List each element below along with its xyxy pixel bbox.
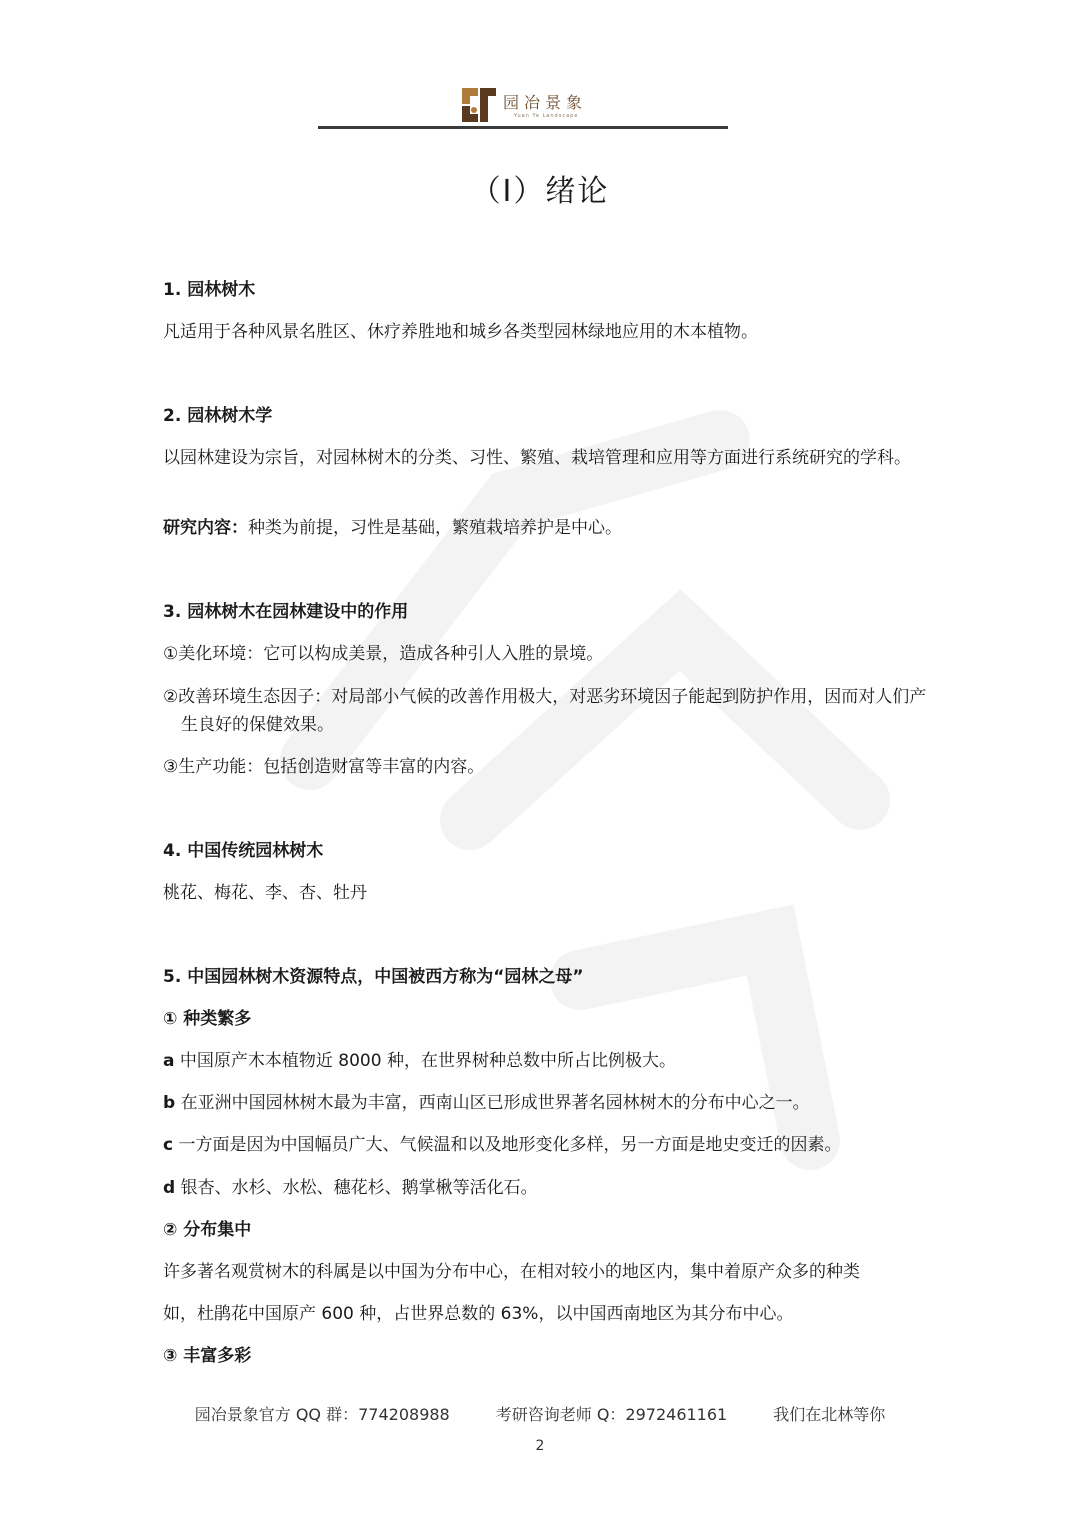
watermark xyxy=(250,380,1010,1200)
list-item: a 中国原产木本植物近 8000 种，在世界树种总数中所占比例极大。 xyxy=(163,1051,676,1071)
footer-slogan: 我们在北林等你 xyxy=(773,1405,886,1424)
subheading: ③ 丰富多彩 xyxy=(163,1346,252,1366)
page-number: 2 xyxy=(535,1438,545,1454)
paragraph: 以园林建设为宗旨，对园林树木的分类、习性、繁殖、栽培管理和应用等方面进行系统研究的学科。 xyxy=(163,448,911,468)
paragraph: 许多著名观赏树木的科属是以中国为分布中心，在相对较小的地区内，集中着原产众多的种类 xyxy=(163,1262,860,1282)
list-item: ③生产功能：包括创造财富等丰富的内容。 xyxy=(163,757,485,777)
section-heading-5: 5. 中国园林树木资源特点，中国被西方称为“园林之母” xyxy=(163,967,584,987)
subheading: ① 种类繁多 xyxy=(163,1009,252,1029)
header-rule xyxy=(318,126,728,129)
footer-qq-group: 园冶景象官方 QQ 群：774208988 xyxy=(194,1405,450,1424)
page-footer xyxy=(0,1402,1080,1425)
section-heading-2: 2. 园林树木学 xyxy=(163,406,273,426)
section-heading-1: 1. 园林树木 xyxy=(163,280,256,300)
paragraph: 如，杜鹃花中国原产 600 种，占世界总数的 63%，以中国西南地区为其分布中心。 xyxy=(163,1304,794,1324)
section-heading-4: 4. 中国传统园林树木 xyxy=(163,841,324,861)
research-text: 种类为前提，习性是基础，繁殖栽培养护是中心。 xyxy=(248,518,622,538)
subheading: ② 分布集中 xyxy=(163,1220,252,1240)
list-item: d 银杏、水杉、水松、穗花杉、鹅掌楸等活化石。 xyxy=(163,1178,538,1198)
section-heading-3: 3. 园林树木在园林建设中的作用 xyxy=(163,602,409,622)
research-label: 研究内容： xyxy=(163,518,248,538)
footer-teacher-qq: 考研咨询老师 Q：2972461161 xyxy=(495,1405,728,1424)
paragraph: 凡适用于各种风景名胜区、休疗养胜地和城乡各类型园林绿地应用的木本植物。 xyxy=(163,322,758,342)
page-title: （Ⅰ）绪论 xyxy=(470,174,610,209)
research-content xyxy=(163,514,622,542)
paragraph: 桃花、梅花、李、杏、牡丹 xyxy=(163,883,367,903)
page-header xyxy=(318,80,728,132)
list-item: b 在亚洲中国园林树木最为丰富，西南山区已形成世界著名园林树木的分布中心之一。 xyxy=(163,1093,810,1113)
list-item: ①美化环境：它可以构成美景，造成各种引人入胜的景境。 xyxy=(163,644,604,664)
list-item: c 一方面是因为中国幅员广大、气候温和以及地形变化多样，另一方面是地史变迁的因素。 xyxy=(163,1135,842,1155)
brand-name-en: Yuan Ye Landscape xyxy=(514,113,579,119)
list-item: ②改善环境生态因子：对局部小气候的改善作用极大，对恶劣环境因子能起到防护作用，因而对人们产生良好的保健效果。 xyxy=(163,687,927,735)
brand-name: 园冶景象 xyxy=(503,93,588,112)
brand-logo-icon xyxy=(460,86,498,124)
